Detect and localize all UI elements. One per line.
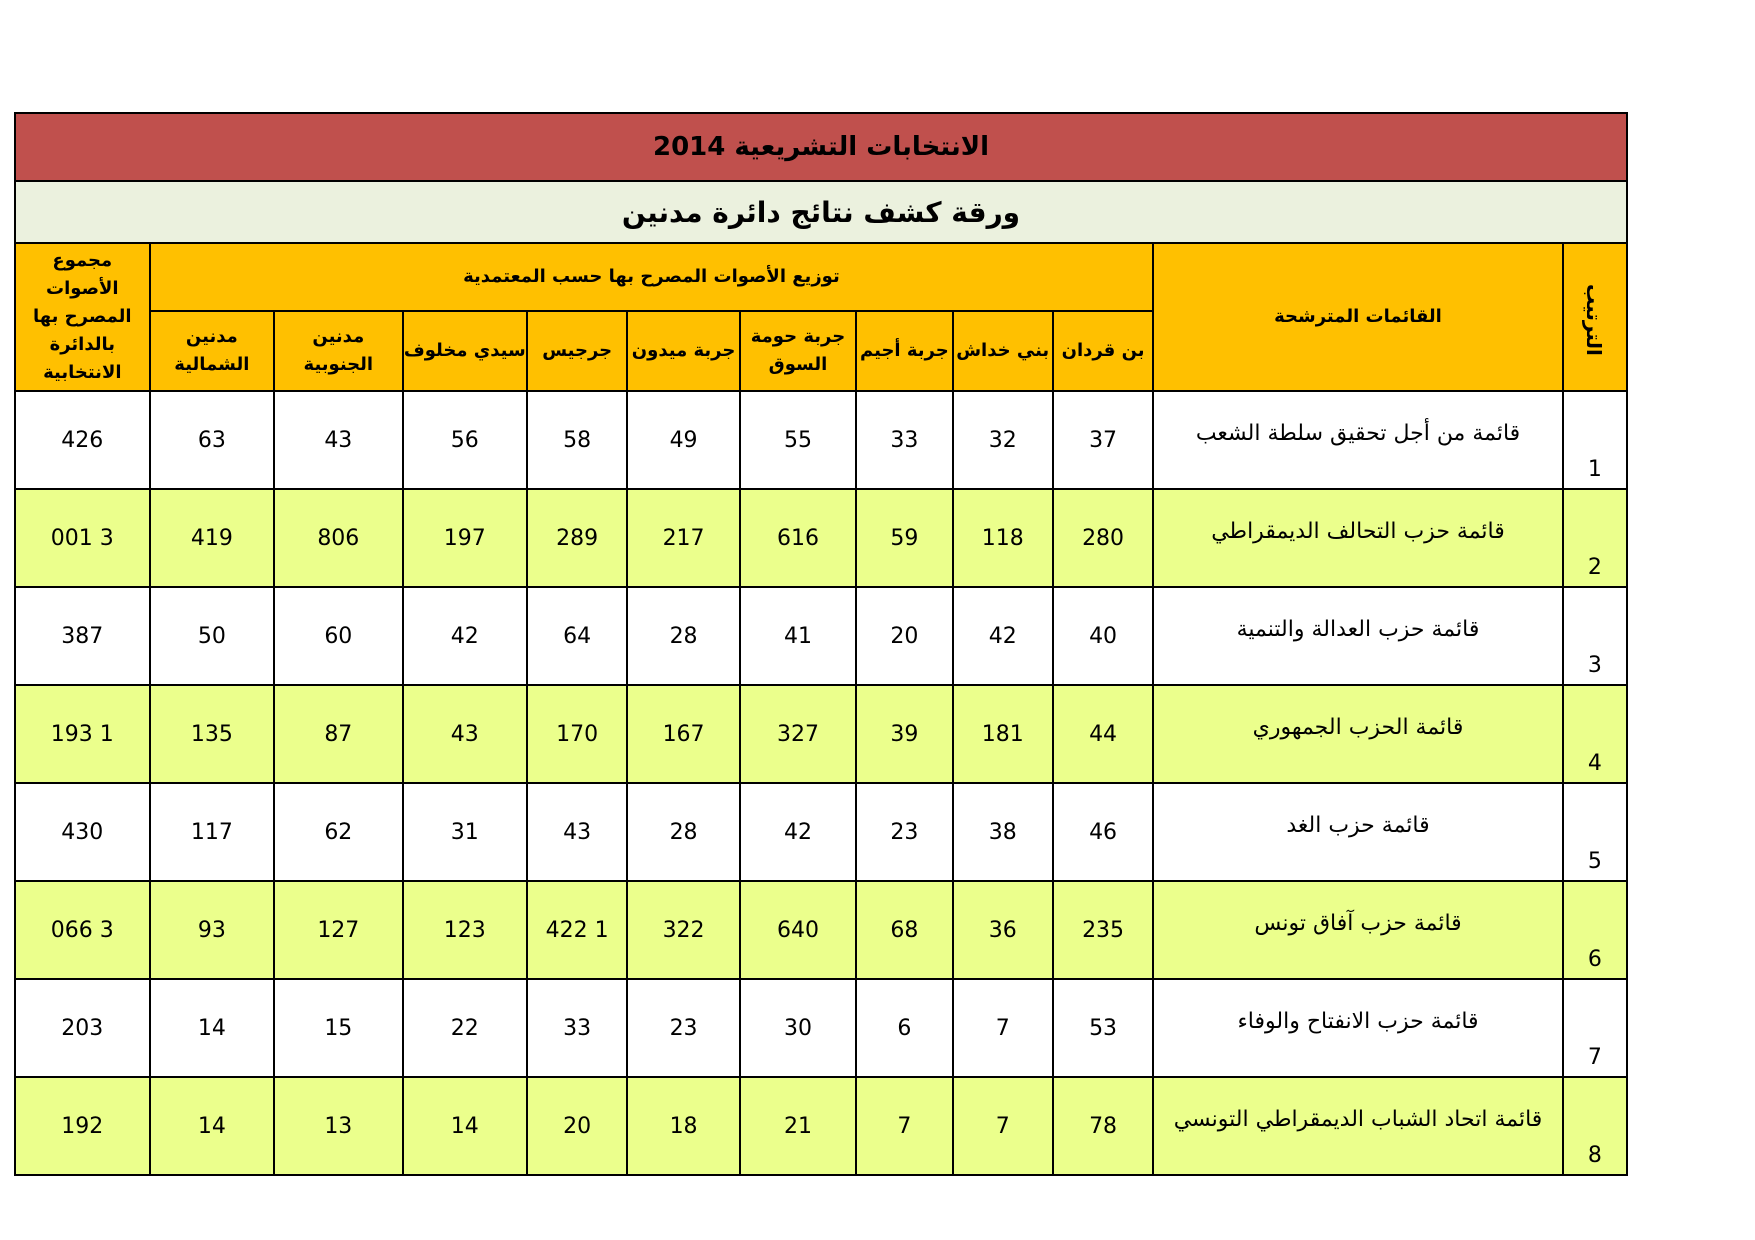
total-votes-cell: 430 — [15, 783, 150, 881]
vote-count-cell: 31 — [403, 783, 527, 881]
results-sheet — [14, 112, 1628, 1176]
vote-count-cell: 14 — [403, 1077, 527, 1175]
vote-count-cell: 43 — [527, 783, 627, 881]
results-body — [15, 391, 1627, 1175]
total-votes-cell: 192 — [15, 1077, 150, 1175]
vote-count-cell: 14 — [150, 1077, 274, 1175]
vote-count-cell: 13 — [274, 1077, 402, 1175]
header-row-top — [15, 243, 1627, 311]
vote-count-cell: 167 — [627, 685, 739, 783]
vote-count-cell: 7 — [953, 1077, 1053, 1175]
rank-cell: 3 — [1563, 587, 1627, 685]
table-row — [15, 489, 1627, 587]
total-votes-cell: 426 — [15, 391, 150, 489]
vote-count-cell: 43 — [274, 391, 402, 489]
list-name-cell: قائمة اتحاد الشباب الديمقراطي التونسي — [1153, 1077, 1563, 1175]
vote-count-cell: 21 — [740, 1077, 856, 1175]
vote-count-cell: 616 — [740, 489, 856, 587]
vote-count-cell: 15 — [274, 979, 402, 1077]
district-header-djerba-midoun: جربة ميدون — [627, 311, 739, 391]
table-row — [15, 1077, 1627, 1175]
table-row — [15, 587, 1627, 685]
vote-count-cell: 60 — [274, 587, 402, 685]
vote-count-cell: 32 — [953, 391, 1053, 489]
vote-count-cell: 419 — [150, 489, 274, 587]
vote-count-cell: 50 — [150, 587, 274, 685]
vote-count-cell: 118 — [953, 489, 1053, 587]
total-votes-cell: 203 — [15, 979, 150, 1077]
vote-count-cell: 20 — [527, 1077, 627, 1175]
vote-count-cell: 37 — [1053, 391, 1153, 489]
district-header-djerba-houmt-souk: جربة حومة السوق — [740, 311, 856, 391]
vote-count-cell: 46 — [1053, 783, 1153, 881]
vote-count-cell: 18 — [627, 1077, 739, 1175]
vote-count-cell: 59 — [856, 489, 952, 587]
vote-count-cell: 55 — [740, 391, 856, 489]
district-header-medenine-north: مدنين الشمالية — [150, 311, 274, 391]
vote-count-cell: 64 — [527, 587, 627, 685]
list-name-cell: قائمة حزب العدالة والتنمية — [1153, 587, 1563, 685]
sheet-subtitle: ورقة كشف نتائج دائرة مدنين — [14, 180, 1628, 242]
vote-count-cell: 30 — [740, 979, 856, 1077]
table-row — [15, 685, 1627, 783]
rank-cell: 4 — [1563, 685, 1627, 783]
vote-count-cell: 78 — [1053, 1077, 1153, 1175]
vote-count-cell: 123 — [403, 881, 527, 979]
district-header-sidi-makhlouf: سيدي مخلوف — [403, 311, 527, 391]
district-header-beni-khedache: بني خداش — [953, 311, 1053, 391]
district-header-zarzis: جرجيس — [527, 311, 627, 391]
list-name-cell: قائمة من أجل تحقيق سلطة الشعب — [1153, 391, 1563, 489]
distribution-header: توزيع الأصوات المصرح بها حسب المعتمدية — [150, 243, 1154, 311]
vote-count-cell: 135 — [150, 685, 274, 783]
vote-count-cell: 14 — [150, 979, 274, 1077]
vote-count-cell: 640 — [740, 881, 856, 979]
vote-count-cell: 33 — [527, 979, 627, 1077]
rank-cell: 8 — [1563, 1077, 1627, 1175]
vote-count-cell: 235 — [1053, 881, 1153, 979]
rank-cell: 5 — [1563, 783, 1627, 881]
vote-count-cell: 170 — [527, 685, 627, 783]
vote-count-cell: 38 — [953, 783, 1053, 881]
list-name-cell: قائمة حزب التحالف الديمقراطي — [1153, 489, 1563, 587]
district-header-ben-guerdane: بن قردان — [1053, 311, 1153, 391]
table-row — [15, 979, 1627, 1077]
vote-count-cell: 58 — [527, 391, 627, 489]
vote-count-cell: 117 — [150, 783, 274, 881]
rank-cell: 7 — [1563, 979, 1627, 1077]
vote-count-cell: 28 — [627, 783, 739, 881]
vote-count-cell: 127 — [274, 881, 402, 979]
vote-count-cell: 28 — [627, 587, 739, 685]
rank-cell: 2 — [1563, 489, 1627, 587]
vote-count-cell: 93 — [150, 881, 274, 979]
vote-count-cell: 181 — [953, 685, 1053, 783]
total-header: مجموع الأصوات المصرح بها بالدائرة الانتخابية — [15, 243, 150, 391]
total-votes-cell: 1 193 — [15, 685, 150, 783]
total-votes-cell: 3 001 — [15, 489, 150, 587]
vote-count-cell: 53 — [1053, 979, 1153, 1077]
vote-count-cell: 63 — [150, 391, 274, 489]
total-votes-cell: 3 066 — [15, 881, 150, 979]
vote-count-cell: 43 — [403, 685, 527, 783]
vote-count-cell: 36 — [953, 881, 1053, 979]
vote-count-cell: 197 — [403, 489, 527, 587]
vote-count-cell: 327 — [740, 685, 856, 783]
list-name-cell: قائمة حزب آفاق تونس — [1153, 881, 1563, 979]
vote-count-cell: 22 — [403, 979, 527, 1077]
vote-count-cell: 806 — [274, 489, 402, 587]
sheet-title: الانتخابات التشريعية 2014 — [14, 112, 1628, 180]
vote-count-cell: 41 — [740, 587, 856, 685]
vote-count-cell: 322 — [627, 881, 739, 979]
vote-count-cell: 56 — [403, 391, 527, 489]
table-row — [15, 391, 1627, 489]
vote-count-cell: 7 — [953, 979, 1053, 1077]
vote-count-cell: 39 — [856, 685, 952, 783]
vote-count-cell: 49 — [627, 391, 739, 489]
list-name-cell: قائمة حزب الانفتاح والوفاء — [1153, 979, 1563, 1077]
district-header-djerba-ajim: جربة أجيم — [856, 311, 952, 391]
vote-count-cell: 23 — [856, 783, 952, 881]
vote-count-cell: 87 — [274, 685, 402, 783]
total-votes-cell: 387 — [15, 587, 150, 685]
rank-header: الترتيب — [1563, 243, 1627, 391]
vote-count-cell: 33 — [856, 391, 952, 489]
vote-count-cell: 217 — [627, 489, 739, 587]
vote-count-cell: 40 — [1053, 587, 1153, 685]
vote-count-cell: 6 — [856, 979, 952, 1077]
rank-cell: 1 — [1563, 391, 1627, 489]
vote-count-cell: 289 — [527, 489, 627, 587]
district-header-medenine-south: مدنين الجنوبية — [274, 311, 402, 391]
vote-count-cell: 42 — [740, 783, 856, 881]
vote-count-cell: 42 — [403, 587, 527, 685]
vote-count-cell: 1 422 — [527, 881, 627, 979]
lists-header: القائمات المترشحة — [1153, 243, 1563, 391]
list-name-cell: قائمة الحزب الجمهوري — [1153, 685, 1563, 783]
vote-count-cell: 62 — [274, 783, 402, 881]
vote-count-cell: 280 — [1053, 489, 1153, 587]
list-name-cell: قائمة حزب الغد — [1153, 783, 1563, 881]
vote-count-cell: 42 — [953, 587, 1053, 685]
results-table — [14, 242, 1628, 1176]
vote-count-cell: 23 — [627, 979, 739, 1077]
vote-count-cell: 20 — [856, 587, 952, 685]
table-row — [15, 881, 1627, 979]
rank-cell: 6 — [1563, 881, 1627, 979]
vote-count-cell: 68 — [856, 881, 952, 979]
vote-count-cell: 7 — [856, 1077, 952, 1175]
table-row — [15, 783, 1627, 881]
vote-count-cell: 44 — [1053, 685, 1153, 783]
